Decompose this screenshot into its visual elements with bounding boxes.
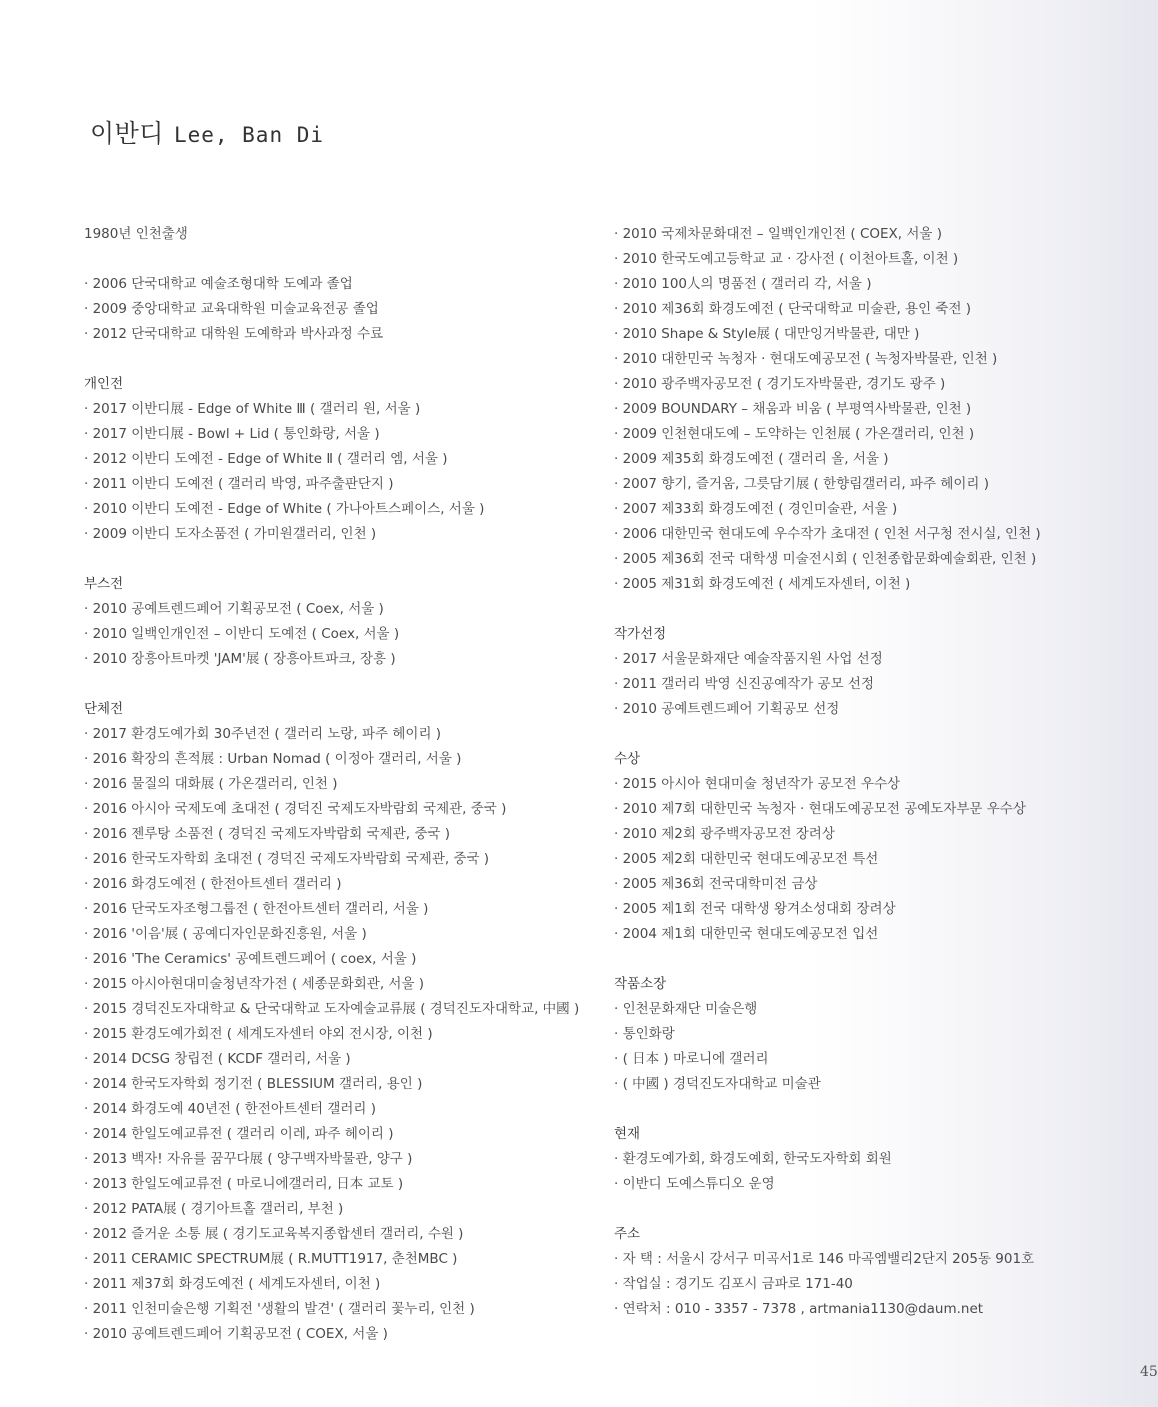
list-item: · ( 日本 ) 마로니에 갤러리 [614,1051,769,1067]
list-item: · 2010 100人의 명품전 ( 갤러리 각, 서울 ) [614,276,872,292]
right-column [614,222,1134,1322]
list-item: · 2010 이반디 도예전 - Edge of White ( 가나아트스페이스, 서울 ) [84,501,485,517]
list-item: · 자 택 : 서울시 강서구 미곡서1로 146 마곡엠밸리2단지 205동 901호 [614,1251,1035,1267]
list-item: · 2015 환경도예가회전 ( 세계도자센터 야외 전시장, 이천 ) [84,1026,433,1042]
section-heading-selection: 작가선정 [614,626,667,642]
list-item: · 2010 장흥아트마켓 'JAM'展 ( 장흥아트파크, 장흥 ) [84,651,396,667]
artist-name-korean: 이반디 [90,119,164,148]
list-item: · 2010 일백인개인전 – 이반디 도예전 ( Coex, 서울 ) [84,626,400,642]
solo-exhibition-list [84,397,604,547]
list-item: · 2014 화경도예 40년전 ( 한전아트센터 갤러리 ) [84,1101,377,1117]
list-item: · 2010 제36회 화경도예전 ( 단국대학교 미술관, 용인 죽전 ) [614,301,972,317]
list-item: · 2016 화경도예전 ( 한전아트센터 갤러리 ) [84,876,342,892]
collections-list [614,997,1134,1097]
section-heading-awards: 수상 [614,751,641,767]
section-heading-group: 단체전 [84,701,124,717]
list-item: · 2013 백자! 자유를 꿈꾸다展 ( 양구백자박물관, 양구 ) [84,1151,413,1167]
list-item: · 작업실 : 경기도 김포시 금파로 171-40 [614,1276,853,1292]
section-heading-solo: 개인전 [84,376,124,392]
section-heading-collections: 작품소장 [614,976,667,992]
list-item: · 2011 CERAMIC SPECTRUM展 ( R.MUTT1917, 춘천MBC ) [84,1251,458,1267]
section-heading-current: 현재 [614,1126,641,1142]
list-item: · 2017 이반디展 - Bowl + Lid ( 통인화랑, 서울 ) [84,426,380,442]
current-list [614,1147,1134,1197]
list-item: · 2011 갤러리 박영 신진공예작가 공모 선정 [614,676,875,692]
list-item: · 2016 확장의 흔적展 : Urban Nomad ( 이정아 갤러리, 서울 ) [84,751,462,767]
group-exhibition-list [84,722,604,1347]
list-item: · 2012 단국대학교 대학원 도예학과 박사과정 수료 [84,326,384,342]
list-item: · 통인화랑 [614,1026,675,1042]
list-item: · 2012 이반디 도예전 - Edge of White Ⅱ ( 갤러리 엠, 서울 ) [84,451,448,467]
list-item: · 이반디 도예스튜디오 운영 [614,1176,775,1192]
list-item: · 2007 제33회 화경도예전 ( 경인미술관, 서울 ) [614,501,898,517]
list-item: · 2017 서울문화재단 예술작품지원 사업 선정 [614,651,883,667]
list-item: · 2017 이반디展 - Edge of White Ⅲ ( 갤러리 원, 서울 ) [84,401,421,417]
booth-exhibition-list [84,597,604,672]
list-item: · 2016 단국도자조형그룹전 ( 한전아트센터 갤러리, 서울 ) [84,901,429,917]
section-heading-address: 주소 [614,1226,641,1242]
left-column [84,222,604,1347]
list-item: · 2011 이반디 도예전 ( 갤러리 박영, 파주출판단지 ) [84,476,394,492]
list-item: · 2010 대한민국 녹청자 · 현대도예공모전 ( 녹청자박물관, 인천 ) [614,351,998,367]
list-item: · 2016 물질의 대화展 ( 가온갤러리, 인천 ) [84,776,338,792]
list-item: · 2016 아시아 국제도예 초대전 ( 경덕진 국제도자박람회 국제관, 중국 ) [84,801,507,817]
list-item: · 2006 대한민국 현대도예 우수작가 초대전 ( 인천 서구청 전시실, 인천 ) [614,526,1041,542]
list-item: · 2009 인천현대도예 – 도약하는 인천展 ( 가온갤러리, 인천 ) [614,426,975,442]
list-item: · 2014 한국도자학회 정기전 ( BLESSIUM 갤러리, 용인 ) [84,1076,423,1092]
list-item: · 2009 제35회 화경도예전 ( 갤러리 올, 서울 ) [614,451,889,467]
selection-list [614,647,1134,722]
awards-list [614,772,1134,947]
list-item: · 2005 제36회 전국 대학생 미술전시회 ( 인천종합문화예술회관, 인천 ) [614,551,1037,567]
list-item: · 2010 한국도예고등학교 교 · 강사전 ( 이천아트홀, 이천 ) [614,251,959,267]
address-list [614,1247,1134,1322]
list-item: · 2007 향기, 즐거움, 그릇담기展 ( 한향림갤러리, 파주 헤이리 ) [614,476,989,492]
list-item: · 환경도예가회, 화경도예회, 한국도자학회 회원 [614,1151,892,1167]
list-item: · 2013 한일도예교류전 ( 마로니에갤러리, 日本 교토 ) [84,1176,404,1192]
list-item: · 2016 '이음'展 ( 공예디자인문화진흥원, 서울 ) [84,926,367,942]
list-item: · 2005 제2회 대한민국 현대도예공모전 특선 [614,851,879,867]
list-item: · 인천문화재단 미술은행 [614,1001,758,1017]
list-item: · 2005 제36회 전국대학미전 금상 [614,876,818,892]
list-item: · 2010 공예트렌드페어 기획공모전 ( COEX, 서울 ) [84,1326,388,1342]
list-item: · 2010 공예트렌드페어 기획공모 선정 [614,701,840,717]
list-item: · ( 中國 ) 경덕진도자대학교 미술관 [614,1076,821,1092]
list-item: · 2012 PATA展 ( 경기아트홀 갤러리, 부천 ) [84,1201,344,1217]
list-item: · 2009 중앙대학교 교육대학원 미술교육전공 졸업 [84,301,379,317]
list-item: · 2006 단국대학교 예술조형대학 도예과 졸업 [84,276,353,292]
list-item: · 2017 환경도예가회 30주년전 ( 갤러리 노랑, 파주 헤이리 ) [84,726,442,742]
birth-info: 1980년 인천출생 [84,226,188,242]
list-item: · 2016 한국도자학회 초대전 ( 경덕진 국제도자박람회 국제관, 중국 ) [84,851,490,867]
list-item: · 2010 제2회 광주백자공모전 장려상 [614,826,835,842]
list-item: · 2010 국제차문화대전 – 일백인개인전 ( COEX, 서울 ) [614,226,942,242]
page-number: 45 [1140,1364,1158,1380]
list-item: · 2010 Shape & Style展 ( 대만잉거박물관, 대만 ) [614,326,920,342]
group-exhibition-list-continued [614,222,1134,597]
list-item: · 2010 제7회 대한민국 녹청자 · 현대도예공모전 공예도자부문 우수상 [614,801,1026,817]
list-item: · 2005 제1회 전국 대학생 왕겨소성대회 장려상 [614,901,896,917]
list-item: · 2009 이반디 도자소품전 ( 가미원갤러리, 인천 ) [84,526,377,542]
section-heading-booth: 부스전 [84,576,124,592]
list-item: · 2012 즐거운 소통 展 ( 경기도교육복지종합센터 갤러리, 수원 ) [84,1226,464,1242]
list-item: · 2015 아시아 현대미술 청년작가 공모전 우수상 [614,776,901,792]
list-item: · 2015 경덕진도자대학교 & 단국대학교 도자예술교류展 ( 경덕진도자대학교, 中國 ) [84,1001,580,1017]
list-item: · 2016 젠루탕 소품전 ( 경덕진 국제도자박람회 국제관, 중국 ) [84,826,450,842]
list-item: · 2016 'The Ceramics' 공예트렌드페어 ( coex, 서울 ) [84,951,417,967]
list-item: · 2011 제37회 화경도예전 ( 세계도자센터, 이천 ) [84,1276,381,1292]
list-item: · 2011 인천미술은행 기획전 '생활의 발견' ( 갤러리 꽃누리, 인천 ) [84,1301,475,1317]
list-item: · 2010 공예트렌드페어 기획공모전 ( Coex, 서울 ) [84,601,384,617]
list-item: · 2014 DCSG 창립전 ( KCDF 갤러리, 서울 ) [84,1051,351,1067]
list-item: · 2010 광주백자공모전 ( 경기도자박물관, 경기도 광주 ) [614,376,946,392]
list-item: · 2015 아시아현대미술청년작가전 ( 세종문화회관, 서울 ) [84,976,425,992]
list-item: · 2004 제1회 대한민국 현대도예공모전 입선 [614,926,879,942]
page-title [90,114,324,150]
list-item: · 연락처 : 010 - 3357 - 7378 , artmania1130@daum.net [614,1301,984,1317]
list-item: · 2014 한일도예교류전 ( 갤러리 이레, 파주 헤이리 ) [84,1126,394,1142]
artist-name-english: Lee, Ban Di [173,123,325,147]
education-list [84,272,604,347]
list-item: · 2005 제31회 화경도예전 ( 세계도자센터, 이천 ) [614,576,911,592]
list-item: · 2009 BOUNDARY – 채움과 비움 ( 부평역사박물관, 인천 ) [614,401,972,417]
